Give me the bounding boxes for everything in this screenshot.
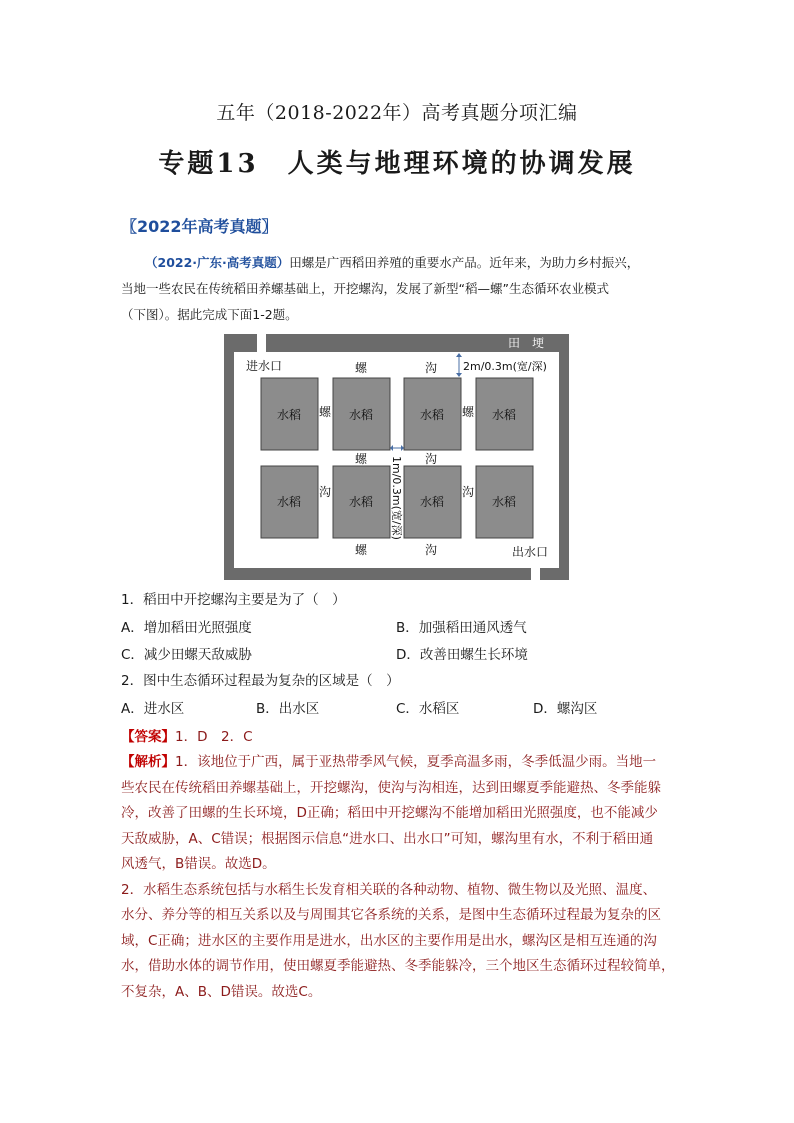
rice-label: 水稻 bbox=[348, 495, 374, 509]
option-1c: C．减少田螺天敌威胁 bbox=[121, 647, 252, 663]
explanation-line: 些农民在传统稻田养螺基础上，开挖螺沟，使沟与沟相连，达到田螺夏季能避热、冬季能躲 bbox=[121, 779, 661, 796]
option-2d: D．螺沟区 bbox=[533, 701, 598, 717]
rice-label: 水稻 bbox=[491, 408, 517, 422]
explanation-line: 天敌威胁，A、C错误；根据图示信息“进水口、出水口”可知，螺沟里有水，不利于稻田通 bbox=[121, 830, 654, 847]
explanation-line: 2．水稻生态系统包括与水稻生长发育相关联的各种动物、植物、微生物以及光照、温度、 bbox=[121, 881, 657, 898]
inlet-gap bbox=[257, 334, 266, 354]
ditch-label-luo: 螺 bbox=[354, 543, 368, 557]
option-1b: B．加强稻田通风透气 bbox=[396, 620, 527, 636]
question-1-stem: 1．稻田中开挖螺沟主要是为了（ ） bbox=[121, 592, 346, 608]
document-title: 五年（2018-2022年）高考真题分项汇编 bbox=[216, 102, 578, 124]
topic-title: 专题13 人类与地理环境的协调发展 bbox=[158, 149, 636, 179]
option-2a: A．进水区 bbox=[121, 701, 185, 717]
answer-tag: 【答案】 bbox=[121, 729, 175, 745]
ditch-label-gou: 沟 bbox=[424, 543, 438, 557]
ditch-label-gou: 沟 bbox=[318, 485, 332, 499]
inlet-label: 进水口 bbox=[246, 359, 283, 373]
ditch-label-gou: 沟 bbox=[424, 361, 438, 375]
dimension-mid-label: 1m/0.3m(宽/深) bbox=[390, 456, 403, 540]
rice-label: 水稻 bbox=[348, 408, 374, 422]
question-source: （2022·广东·高考真题） bbox=[145, 255, 290, 270]
dimension-top-label: 2m/0.3m(宽/深) bbox=[463, 360, 547, 373]
option-2c: C．水稻区 bbox=[396, 701, 460, 717]
explanation-line: 不复杂，A、B、D错误。故选C。 bbox=[121, 983, 322, 1000]
option-1d: D．改善田螺生长环境 bbox=[396, 647, 528, 663]
explanation-line: 水，借助水体的调节作用，使田螺夏季能避热、冬季能躲冷，三个地区生态循环过程较简单， bbox=[121, 958, 675, 974]
intro-line-1: 田螺是广西稻田养殖的重要水产品。近年来，为助力乡村振兴， bbox=[289, 255, 640, 270]
rice-label: 水稻 bbox=[419, 495, 445, 509]
outlet-gap bbox=[531, 560, 540, 580]
intro-line-2: 当地一些农民在传统稻田养螺基础上，开挖螺沟，发展了新型“稻—螺”生态循环农业模式 bbox=[121, 281, 609, 296]
answer-text: 1．D 2．C bbox=[175, 729, 253, 745]
intro-line-3: （下图）。据此完成下面1-2题。 bbox=[121, 307, 298, 322]
answer-line bbox=[121, 727, 253, 747]
ditch-label-luo: 螺 bbox=[354, 452, 368, 466]
section-heading: 〖2022年高考真题〗 bbox=[121, 217, 278, 236]
explanation-line: 域，C正确；进水区的主要作用是进水，出水区的主要作用是出水，螺沟区是相互连通的沟 bbox=[121, 932, 657, 949]
explanation bbox=[121, 750, 677, 1005]
rice-snail-field-diagram bbox=[224, 334, 569, 580]
explanation-line: 冷，改善了田螺的生长环境，D正确；稻田中开挖螺沟不能增加稻田光照强度，也不能减少 bbox=[121, 805, 658, 821]
question-2-stem: 2．图中生态循环过程最为复杂的区域是（ ） bbox=[121, 673, 400, 689]
rice-label: 水稻 bbox=[276, 495, 302, 509]
rice-label: 水稻 bbox=[276, 408, 302, 422]
ditch-label-luo: 螺 bbox=[461, 405, 475, 419]
option-1a: A．增加稻田光照强度 bbox=[121, 620, 252, 636]
ridge-label: 田 埂 bbox=[507, 336, 545, 350]
option-2b: B．出水区 bbox=[256, 701, 320, 717]
intro-paragraph bbox=[121, 250, 679, 328]
explanation-tag: 【解析】 bbox=[121, 754, 175, 770]
outlet-label: 出水口 bbox=[512, 545, 549, 559]
rice-label: 水稻 bbox=[419, 408, 445, 422]
ditch-label-luo: 螺 bbox=[318, 405, 332, 419]
explanation-line: 风透气，B错误。故选D。 bbox=[121, 856, 276, 872]
explanation-line: 1．该地位于广西，属于亚热带季风气候，夏季高温多雨，冬季低温少雨。当地一 bbox=[175, 754, 657, 770]
rice-label: 水稻 bbox=[491, 495, 517, 509]
ditch-label-luo: 螺 bbox=[354, 361, 368, 375]
explanation-line: 水分、养分等的相互关系以及与周围其它各系统的关系，是图中生态循环过程最为复杂的区 bbox=[121, 907, 661, 923]
ditch-label-gou: 沟 bbox=[424, 452, 438, 466]
ditch-label-gou: 沟 bbox=[461, 485, 475, 499]
